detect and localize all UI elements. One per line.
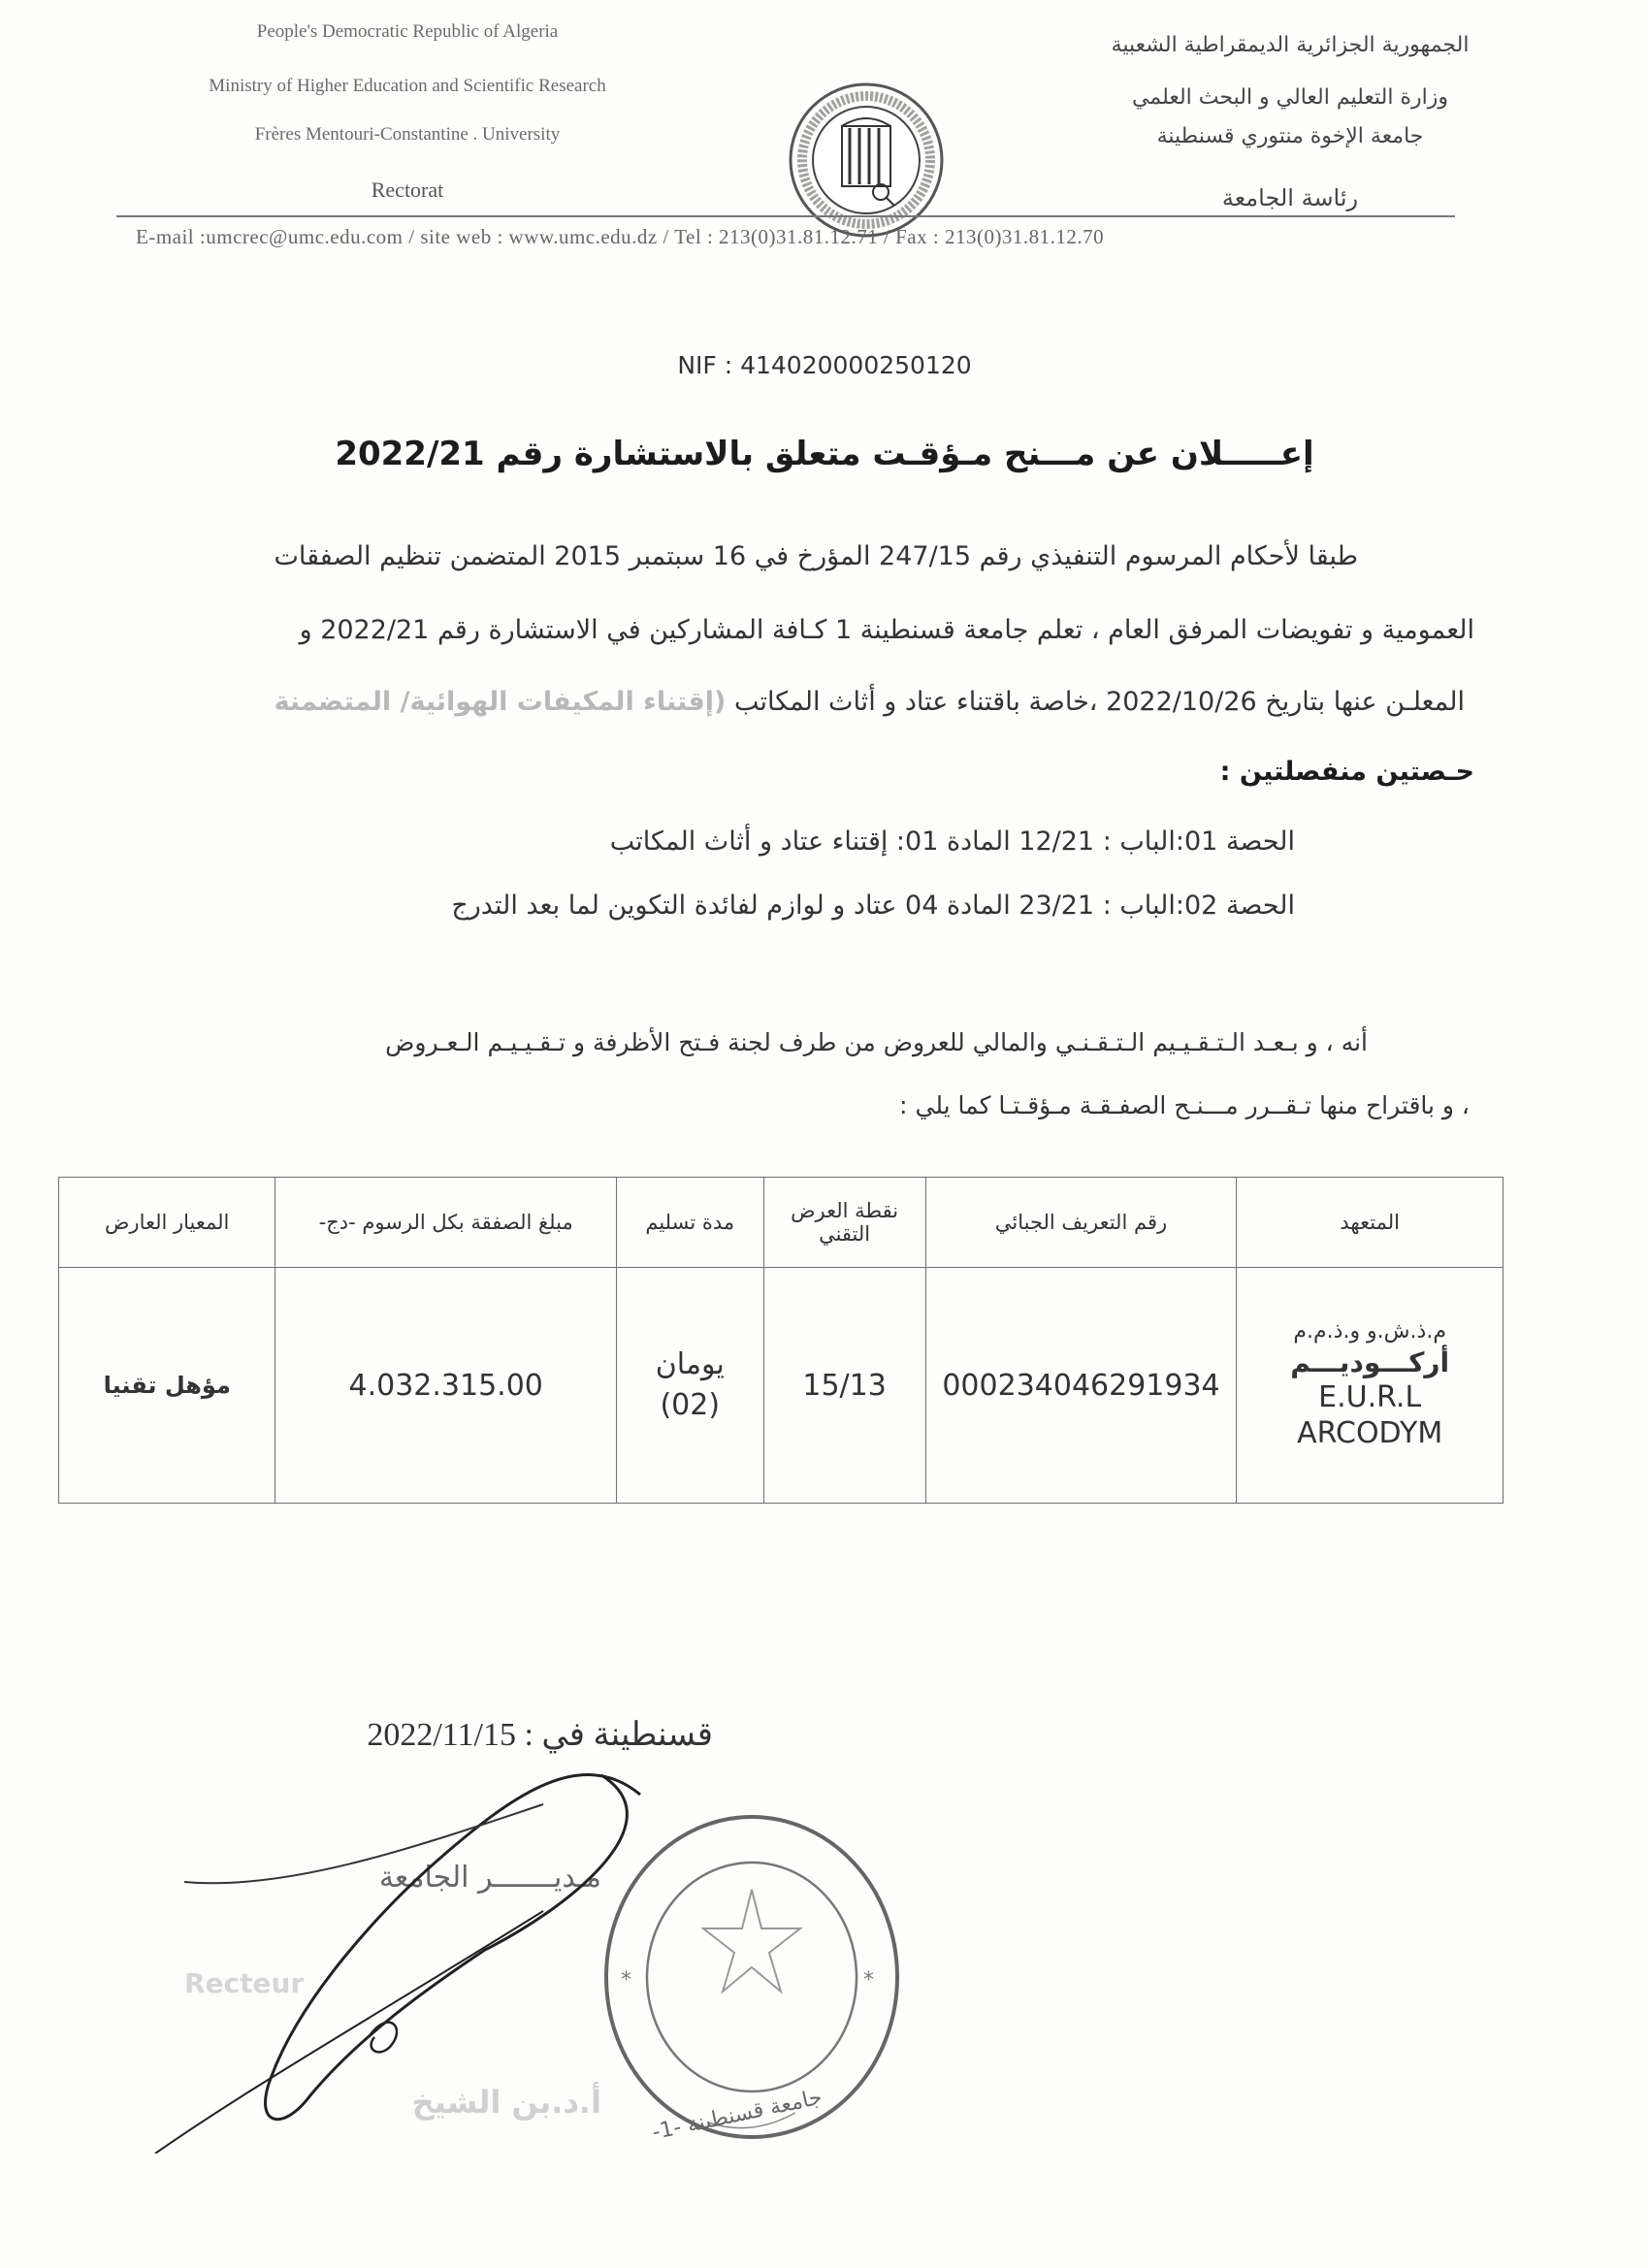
decision-line-2: ، و باقتراح منها تـقــرر مـــنـح الصفـقـة مـؤقـتـا كما يلي : [899, 1091, 1470, 1119]
signatory-title: مـديـــــــر الجامعة [378, 1861, 601, 1895]
delivery-days: يومان [655, 1347, 725, 1381]
header-amount: مبلغ الصفقة بكل الرسوم -دج- [275, 1178, 616, 1268]
header-ar-line-1: الجمهورية الجزائرية الديمقراطية الشعبية [1111, 33, 1470, 57]
bidder-type: م.ذ.ش.و و.ذ.م.م [1293, 1319, 1446, 1345]
header-ar-line-2: وزارة التعليم العالي و البحث العلمي [1132, 85, 1448, 110]
svg-text:*: * [863, 1968, 874, 1993]
signatory-faded-fr: Recteur [184, 1967, 305, 1999]
place-date: قسنطينة في : 2022/11/15 [367, 1717, 713, 1753]
header-delivery: مدة تسليم [616, 1178, 763, 1268]
intro-line-3-main: المعلـن عنها بتاريخ 2022/10/26 ،خاصة باقتناء عتاد و أثاث المكاتب [733, 687, 1465, 717]
header-en-line-2: Ministry of Higher Education and Scientific Research [209, 76, 606, 96]
header-ar-line-3: جامعة الإخوة منتوري قسنطينة [1156, 124, 1424, 148]
header-criterion: المعيار العارض [59, 1178, 275, 1268]
bidder-name-ar: أركـــوديـــم [1290, 1345, 1450, 1378]
header-contact-line: E-mail :umcrec@umc.edu.com / site web : www.umc.edu.dz / Tel : 213(0)31.81.12.71 / Fax : 213(0)31.81.12.70 [136, 225, 1105, 248]
results-table [58, 1177, 1504, 1504]
header-tech-score: نقطة العرض التقني [763, 1178, 925, 1268]
announcement-title: إعـــــلان عن مـــنح مـؤقـت متعلق بالاستشارة رقم 2022/21 [335, 435, 1314, 473]
intro-line-3 [107, 687, 1465, 717]
signatory-faded-name: أ.د.بن الشيخ [411, 2084, 601, 2121]
cell-tax-id: 000234046291934 [925, 1268, 1237, 1504]
nif-number: NIF : 414020000250120 [677, 351, 972, 379]
bidder-form: E.U.R.L [1318, 1379, 1422, 1414]
cell-tech-score: 15/13 [763, 1268, 925, 1504]
delivery-count: (02) [660, 1388, 721, 1422]
lot-1: الحصة 01:الباب : 12/21 المادة 01: إقتناء عتاد و أثاث المكاتب [609, 826, 1295, 857]
header-bidder: المتعهد [1237, 1178, 1504, 1268]
decision-line-1: أنه ، و بـعـد الـتـقـيـيم الـتـقـنـي والمالي للعروض من طرف لجنة فـتح الأظرفة و تـقـيـيـم الـعـروض [385, 1028, 1368, 1056]
stamp-text: جامعة قسنطينة -1- [650, 2085, 824, 2146]
header-divider [116, 215, 1455, 217]
cell-bidder [1237, 1268, 1504, 1504]
header-tax-id: رقم التعريف الجبائي [925, 1178, 1237, 1268]
cell-delivery [616, 1268, 763, 1504]
intro-line-4: حـصتين منفصلتين : [1219, 757, 1474, 787]
header-en-line-1: People's Democratic Republic of Algeria [256, 21, 559, 42]
intro-line-1: طبقا لأحكام المرسوم التنفيذي رقم 247/15 المؤرخ في 16 سبتمبر 2015 المتضمن تنظيم الصفقات [274, 541, 1358, 571]
header-ar-rectorat: رئاسة الجامعة [1221, 184, 1359, 211]
intro-line-3-faded: (إقتناء المكيفات الهوائية/ المتضمنة [274, 687, 727, 717]
table-header-row [59, 1178, 1504, 1268]
cell-amount: 4.032.315.00 [275, 1268, 616, 1504]
header-en-line-3: Frères Mentouri-Constantine . University [254, 124, 561, 145]
header-rectorat: Rectorat [371, 178, 444, 202]
university-logo [784, 78, 949, 243]
cell-criterion: مؤهل تقنيا [59, 1268, 275, 1504]
bidder-name-en: ARCODYM [1297, 1416, 1443, 1451]
table-row [59, 1268, 1504, 1504]
lot-2: الحصة 02:الباب : 23/21 المادة 04 عتاد و لوازم لفائدة التكوين لما بعد التدرج [451, 891, 1295, 921]
intro-line-2: العمومية و تفويضات المرفق العام ، تعلم جامعة قسنطينة 1 كـافة المشاركين في الاستشارة رقم 2022/21 و [299, 615, 1474, 645]
svg-text:*: * [621, 1968, 631, 1993]
